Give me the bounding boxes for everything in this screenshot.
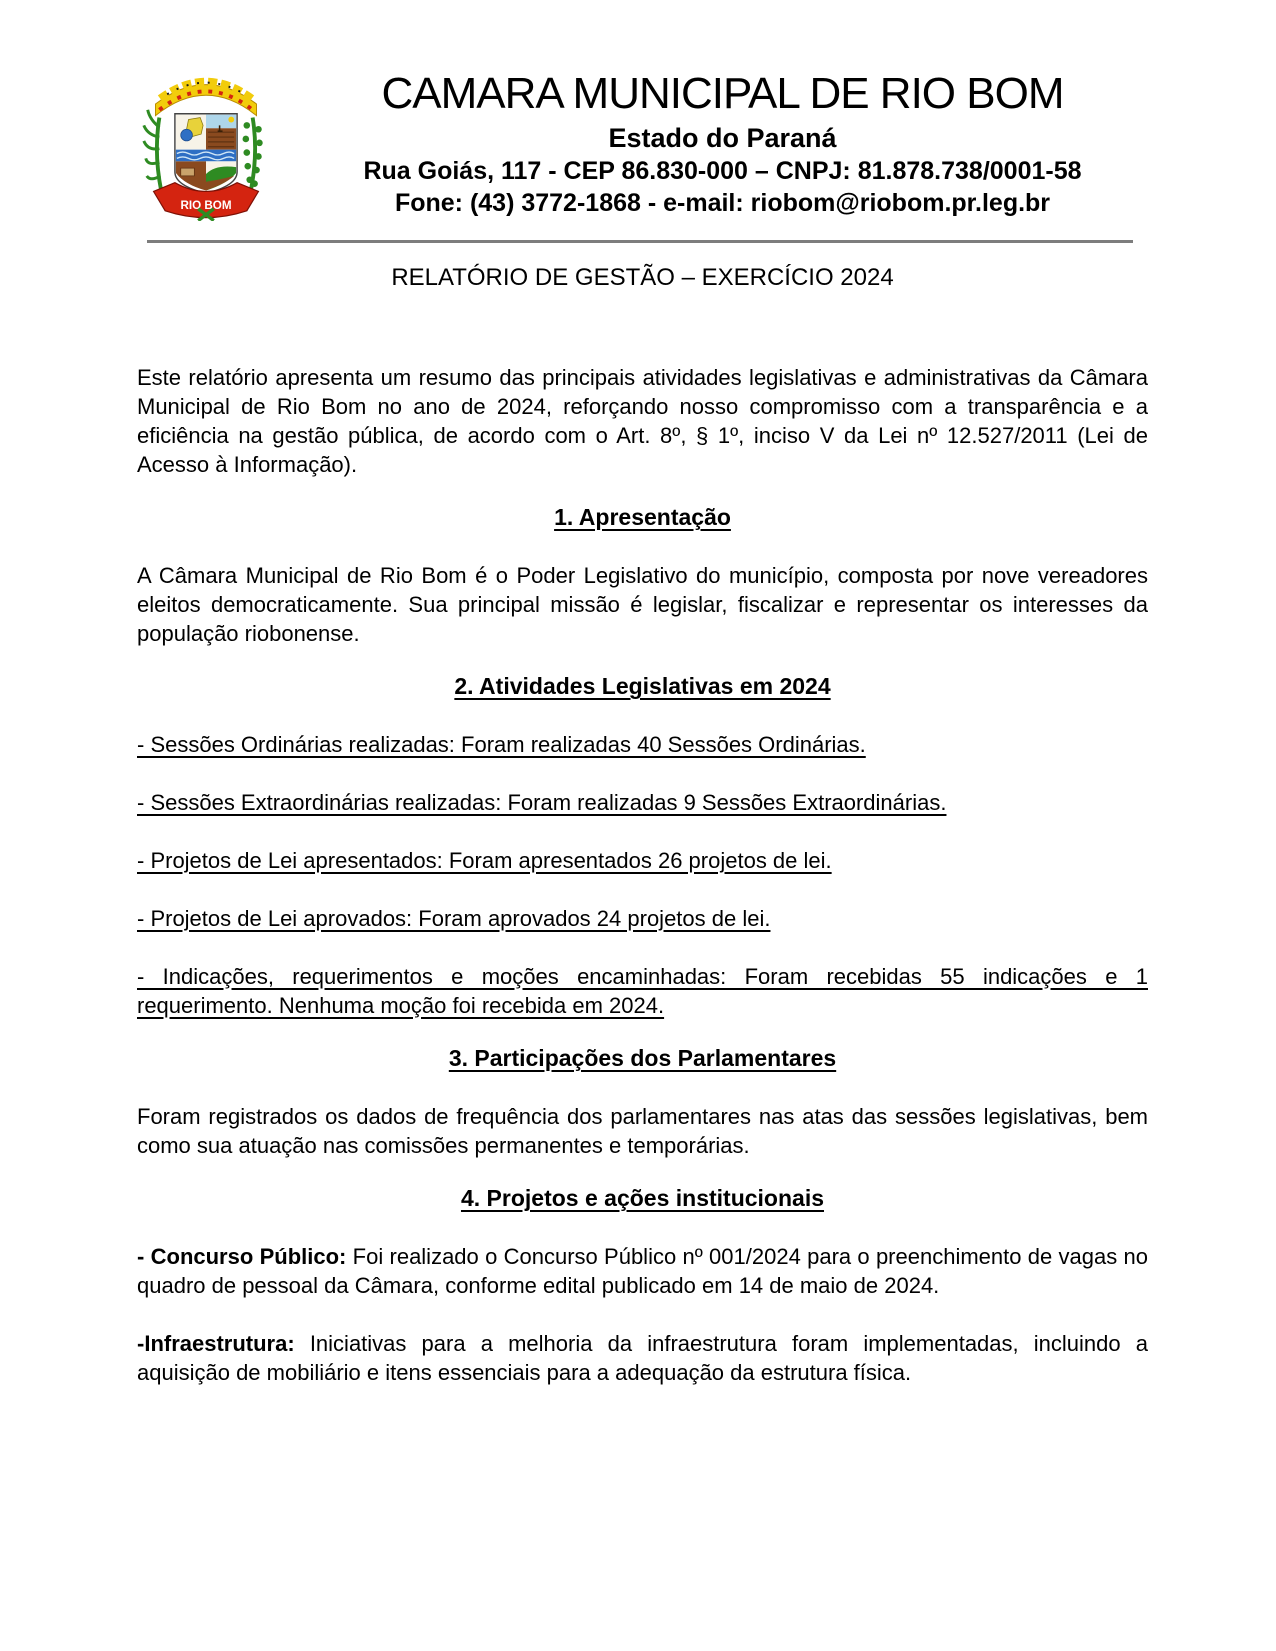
- section-heading-projetos-acoes: 4. Projetos e ações institucionais: [460, 1185, 824, 1211]
- header-divider: [147, 240, 1133, 243]
- coat-of-arms-icon: [138, 55, 274, 221]
- intro-paragraph: Este relatório apresenta um resumo das principais atividades legislativas e administrativas da Câmara Municipal de Rio Bom no ano de 2024, reforçando nosso compromisso com a transparência e a eficiência na gestão pública, de acordo com o Art. 8º, § 1º, inciso V da Lei nº 12.527/2011 (Lei de Acesso à Informação).: [137, 365, 1148, 477]
- section-participacoes-paragraph: Foram registrados os dados de frequência dos parlamentares nas atas das sessões legislativas, bem como sua atuação nas comissões permanentes e temporárias.: [137, 1104, 1148, 1158]
- paragraph-concurso-publico: [137, 1242, 1148, 1300]
- org-address: Rua Goiás, 117 - CEP 86.830-000 – CNPJ: 81.878.738/0001-58: [363, 157, 1082, 186]
- letterhead-text: [274, 55, 1161, 218]
- section-apresentacao-paragraph: A Câmara Municipal de Rio Bom é o Poder Legislativo do município, composta por nove vereadores eleitos democraticamente. Sua principal missão é legislar, fiscalizar e representar os interesses da população riobonense.: [137, 563, 1148, 646]
- infraestrutura-text: Iniciativas para a melhoria da infraestrutura foram implementadas, incluindo a aquisição de mobiliário e itens essenciais para a adequação da estrutura física.: [137, 1331, 1148, 1385]
- list-item-indicacoes: - Indicações, requerimentos e moções encaminhadas: Foram recebidas 55 indicações e 1 requerimento. Nenhuma moção foi recebida em 2024.: [137, 964, 1148, 1018]
- document-body: [0, 263, 1276, 1387]
- list-item-sessoes-ordinarias: - Sessões Ordinárias realizadas: Foram realizadas 40 Sessões Ordinárias.: [137, 732, 866, 757]
- section-heading-apresentacao: 1. Apresentação: [554, 504, 731, 530]
- list-item-projetos-aprovados: - Projetos de Lei aprovados: Foram aprovados 24 projetos de lei.: [137, 906, 771, 931]
- concurso-publico-text: Foi realizado o Concurso Público nº 001/2024 para o preenchimento de vagas no quadro de pessoal da Câmara, conforme edital publicado em 14 de maio de 2024.: [137, 1244, 1149, 1298]
- letterhead: [0, 0, 1276, 226]
- section-heading-atividades: 2. Atividades Legislativas em 2024: [454, 673, 831, 699]
- infraestrutura-label: -Infraestrutura:: [137, 1331, 295, 1356]
- org-name: CAMARA MUNICIPAL DE RIO BOM: [381, 69, 1064, 118]
- document-title: RELATÓRIO DE GESTÃO – EXERCÍCIO 2024: [391, 264, 894, 291]
- org-state: Estado do Paraná: [608, 123, 837, 154]
- coat-of-arms-logo: [138, 55, 274, 226]
- section-heading-participacoes: 3. Participações dos Parlamentares: [448, 1045, 837, 1071]
- list-item-projetos-apresentados: - Projetos de Lei apresentados: Foram apresentados 26 projetos de lei.: [137, 848, 832, 873]
- concurso-publico-label: - Concurso Público:: [137, 1244, 347, 1269]
- org-contact: Fone: (43) 3772-1868 - e-mail: riobom@riobom.pr.leg.br: [394, 189, 1051, 218]
- logo-ribbon-text: RIO BOM: [180, 198, 232, 212]
- list-item-sessoes-extraordinarias: - Sessões Extraordinárias realizadas: Foram realizadas 9 Sessões Extraordinárias.: [137, 790, 947, 815]
- paragraph-infraestrutura: [137, 1329, 1148, 1387]
